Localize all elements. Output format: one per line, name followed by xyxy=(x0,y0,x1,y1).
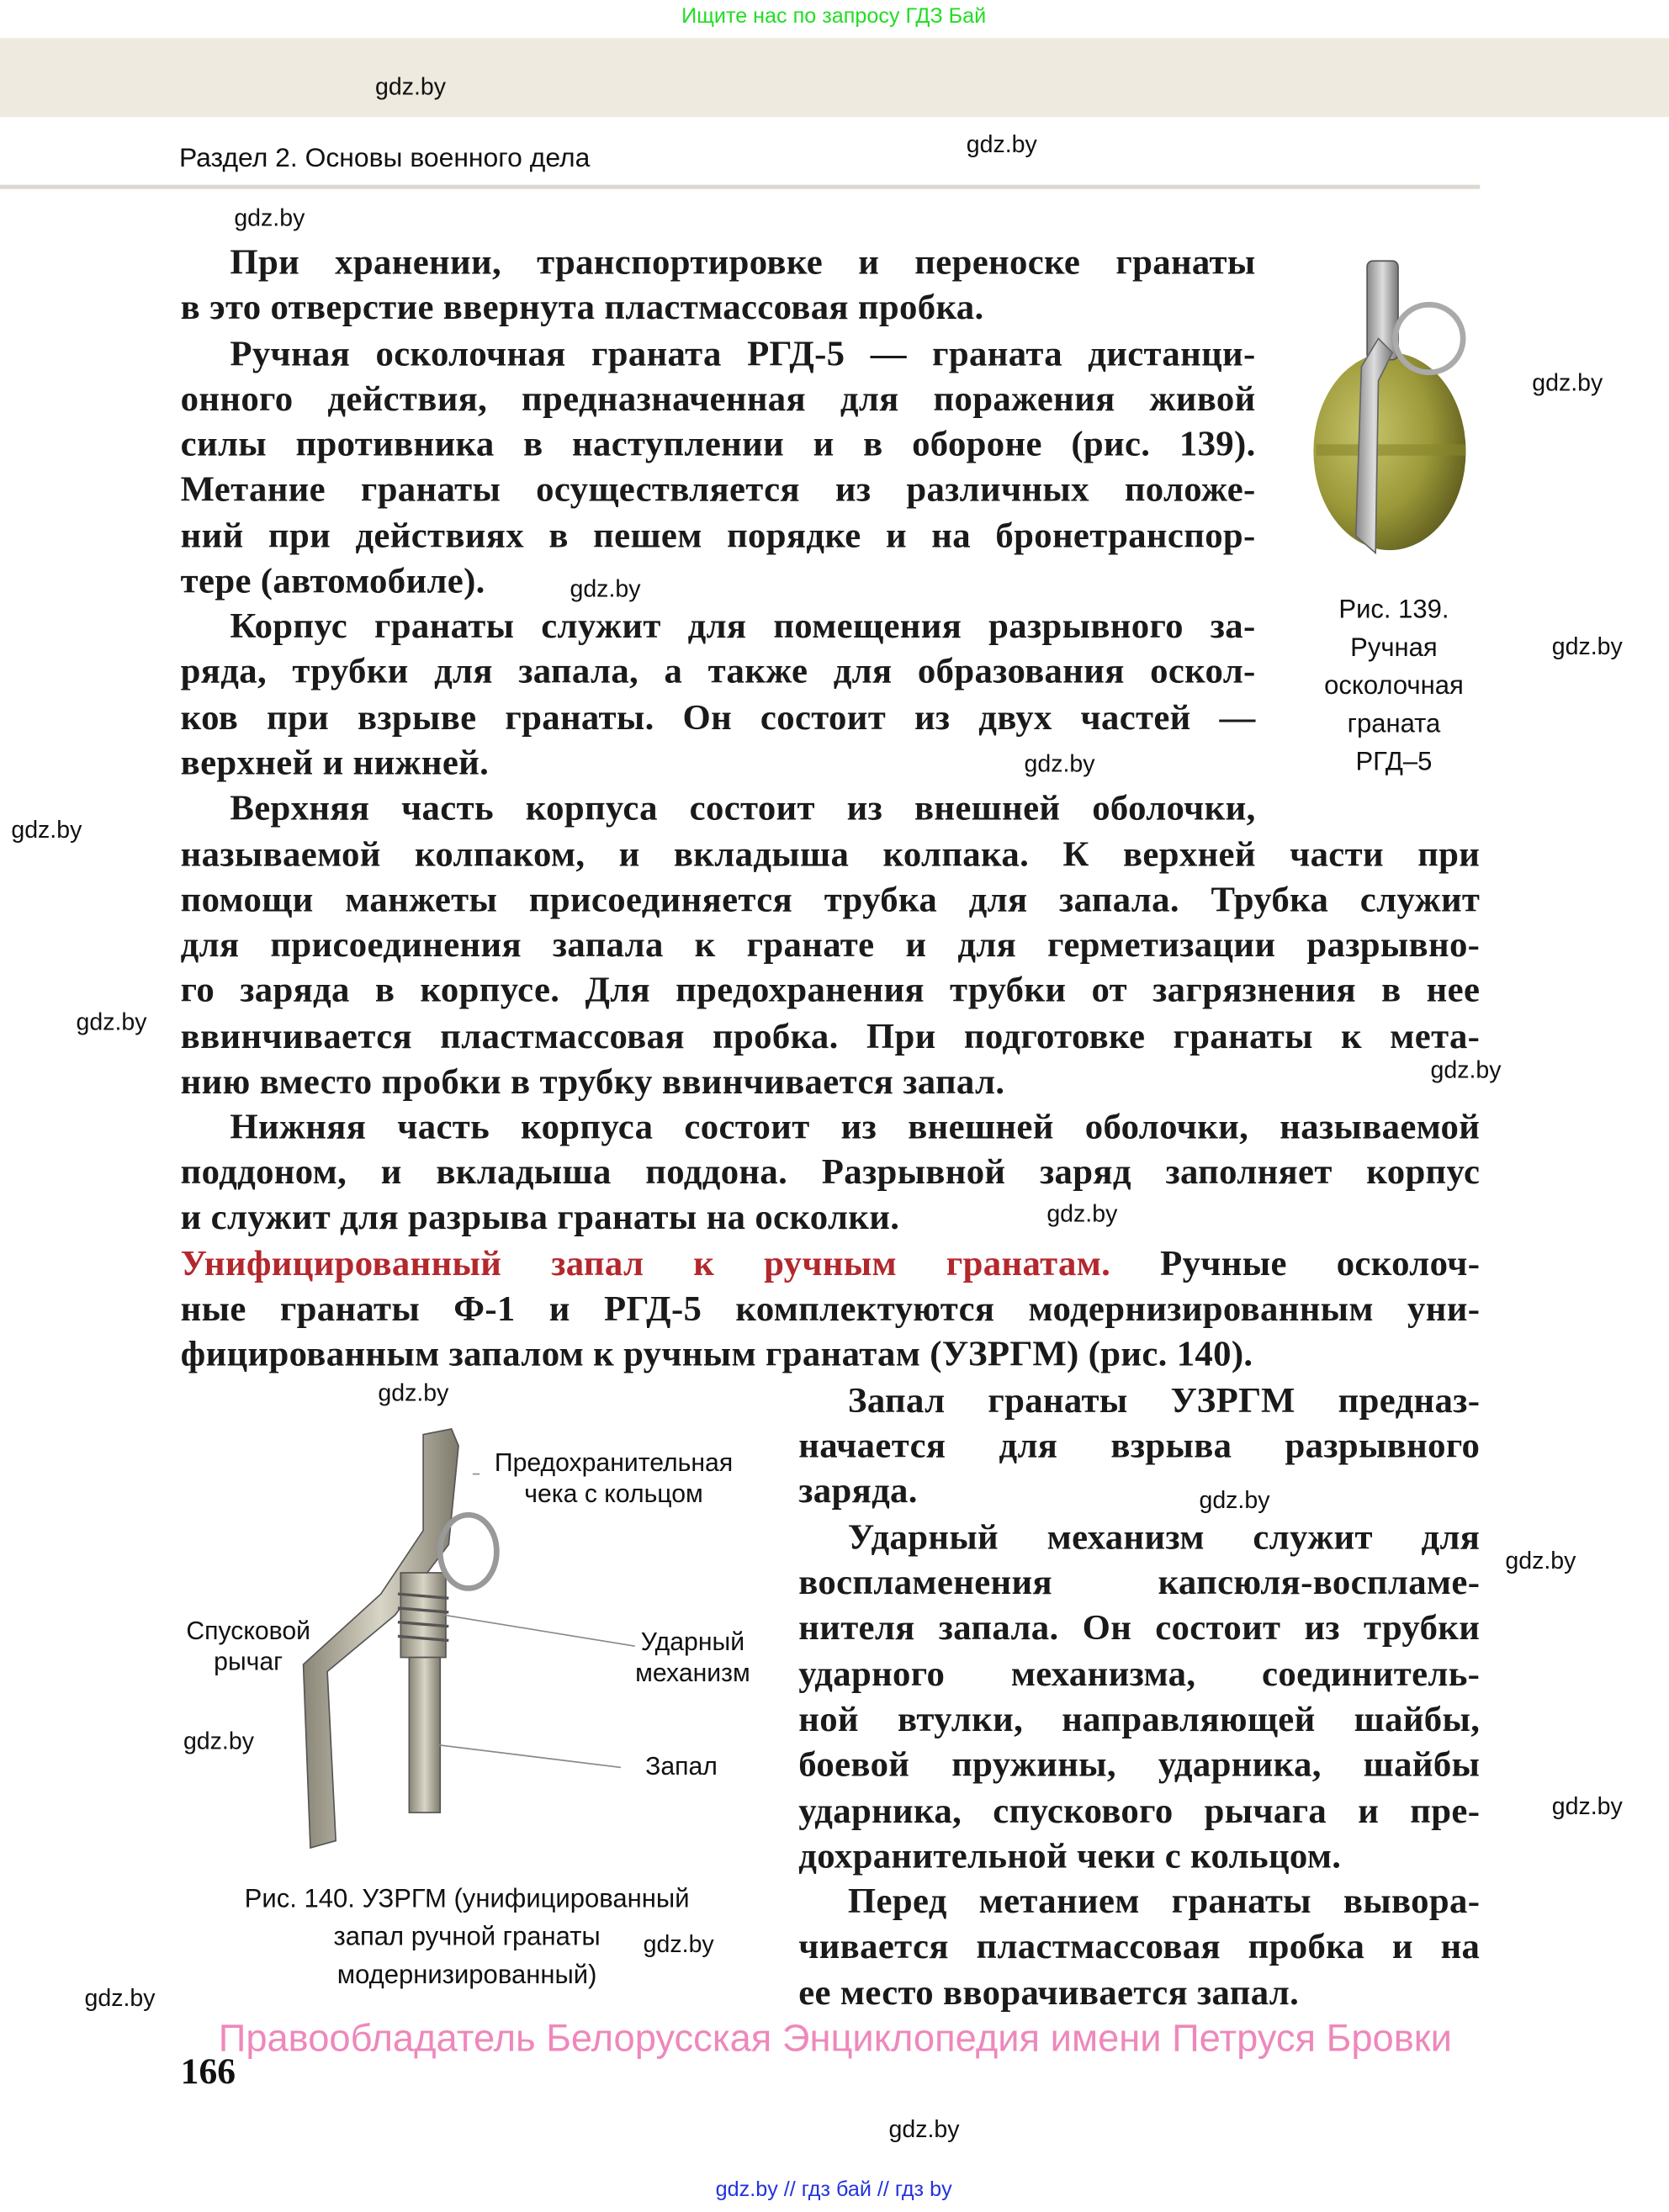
body-line: Корпус гранаты служит для помещения разрывного за- xyxy=(230,605,1256,647)
label-line: Предохранительная xyxy=(494,1448,734,1477)
caption-line: Рис. 139. xyxy=(1338,594,1449,624)
body-line: ков при взрыве гранаты. Он состоит из двух частей — xyxy=(180,696,1256,738)
caption-line: РГД–5 xyxy=(1355,746,1433,776)
caption-line: Рис. 140. УЗРГМ (унифицированный xyxy=(244,1882,690,1913)
body-line: ряда, трубки для запала, а также для образования оскол- xyxy=(180,650,1256,691)
body-line: Перед метанием гранаты вывора- xyxy=(847,1880,1481,1922)
figure-139-caption xyxy=(1324,590,1464,780)
body-line: ной втулки, направляющей шайбы, xyxy=(798,1698,1481,1739)
body-line: го заряда в корпусе. Для предохранения трубки от загрязнения в нее xyxy=(180,969,1481,1010)
page-number: 166 xyxy=(180,2051,236,2093)
watermark: gdz.by xyxy=(1024,750,1095,778)
body-line: Ударный механизм служит для xyxy=(847,1516,1481,1558)
header-divider xyxy=(0,185,1480,189)
watermark: gdz.by xyxy=(1199,1486,1270,1514)
body-line: воспламенения капсюля-воспламе- xyxy=(798,1561,1481,1603)
body-line: верхней и нижней. xyxy=(180,742,490,783)
watermark: gdz.by xyxy=(1551,633,1623,660)
heading-line-rest: Ручные осколоч- xyxy=(1110,1242,1481,1284)
caption-line: запал ручной гранаты xyxy=(333,1921,601,1951)
caption-line: осколочная xyxy=(1324,669,1464,700)
label-fuse: Запал xyxy=(645,1751,718,1781)
body-line: нию вместо пробки в трубку ввинчивается запал. xyxy=(180,1061,1005,1102)
label-striker xyxy=(635,1627,750,1689)
caption-line: модернизированный) xyxy=(336,1959,597,1989)
watermark: gdz.by xyxy=(76,1008,147,1035)
body-line: Метание гранаты осуществляется из различных положе- xyxy=(180,468,1256,510)
body-line: ний при действиях в пешем порядке и на бронетранспор- xyxy=(180,515,1256,556)
body-line: Запал гранаты УЗРГМ предназ- xyxy=(847,1379,1481,1421)
watermark: gdz.by xyxy=(966,130,1037,158)
bottom-links[interactable]: gdz.by // гдз бай // гдз by xyxy=(715,2178,952,2202)
body-line: помощи манжеты присоединяется трубка для запала. Трубка служит xyxy=(180,878,1481,920)
section-heading: Унифицированный запал к ручным гранатам. xyxy=(180,1242,1111,1284)
body-line: и служит для разрыва гранаты на осколки. xyxy=(180,1196,900,1237)
section-header: Раздел 2. Основы военного дела xyxy=(178,144,591,174)
rgd5-grenade-image xyxy=(1305,254,1488,564)
body-line: Нижняя часть корпуса состоит из внешней оболочки, называемой xyxy=(230,1105,1481,1147)
body-line: боевой пружины, ударника, шайбы xyxy=(798,1743,1481,1785)
body-line: Ручная осколочная граната РГД-5 — граната дистанци- xyxy=(230,332,1256,374)
label-line: Ударный xyxy=(640,1627,745,1656)
body-line: онного действия, предназначенная для поражения живой xyxy=(180,378,1256,420)
body-line: называемой колпаком, и вкладыша колпака. К верхней части при xyxy=(180,833,1481,875)
watermark: gdz.by xyxy=(11,817,82,844)
body-line: тере (автомобиле). xyxy=(180,559,485,601)
watermark: gdz.by xyxy=(375,73,447,101)
header-band xyxy=(0,38,1669,117)
watermark: gdz.by xyxy=(643,1930,714,1958)
watermark: gdz.by xyxy=(1430,1056,1502,1084)
label-lever xyxy=(186,1615,310,1677)
body-line: для присоединения запала к гранате и для герметизации разрывно- xyxy=(180,923,1481,966)
top-banner[interactable]: Ищите нас по запросу ГДЗ Бай xyxy=(681,4,987,29)
label-line: рычаг xyxy=(214,1647,283,1676)
watermark: gdz.by xyxy=(888,2115,960,2143)
body-line: силы противника в наступлении и в обороне (рис. 139). xyxy=(180,423,1256,464)
watermark: gdz.by xyxy=(1551,1792,1623,1820)
watermark: gdz.by xyxy=(234,204,305,232)
watermark: gdz.by xyxy=(1505,1547,1576,1574)
watermark: gdz.by xyxy=(183,1728,254,1755)
body-line: заряда. xyxy=(798,1469,918,1511)
watermark: gdz.by xyxy=(84,1984,156,2012)
body-line: ее место вворачивается запал. xyxy=(798,1971,1300,2014)
body-line: Верхняя часть корпуса состоит из внешней оболочки, xyxy=(230,786,1256,828)
body-line: При хранении, транспортировке и переноске гранаты xyxy=(230,241,1256,283)
body-line: ударного механизма, соединитель- xyxy=(798,1653,1481,1695)
watermark: gdz.by xyxy=(378,1379,449,1407)
watermark: gdz.by xyxy=(1532,369,1603,397)
label-line: Спусковой xyxy=(186,1616,311,1645)
body-line-heading xyxy=(181,1243,1481,1285)
watermark: gdz.by xyxy=(570,575,641,603)
watermark: gdz.by xyxy=(1046,1200,1118,1228)
body-line: поддоном, и вкладыша поддона. Разрывной заряд заполняет корпус xyxy=(180,1151,1481,1193)
body-line: начается для взрыва разрывного xyxy=(798,1424,1481,1466)
label-line: механизм xyxy=(635,1659,750,1687)
caption-line: Ручная xyxy=(1350,632,1438,662)
body-line: нителя запала. Он состоит из трубки xyxy=(798,1606,1481,1648)
figure-140-caption xyxy=(245,1879,690,1993)
body-line: ударника, спускового рычага и пре- xyxy=(798,1790,1481,1831)
body-line: в это отверстие ввернута пластмассовая пробка. xyxy=(180,286,984,328)
label-line: чека с кольцом xyxy=(524,1479,703,1508)
body-line: фицированным запалом к ручным гранатам (УЗРГМ) (рис. 140). xyxy=(180,1332,1253,1374)
body-line: ввинчивается пластмассовая пробка. При подготовке гранаты к мета- xyxy=(180,1015,1481,1057)
body-line: чивается пластмассовая пробка и на xyxy=(798,1925,1481,1966)
body-line: дохранительной чеки с кольцом. xyxy=(798,1834,1342,1876)
copyright-notice: Правообладатель Белорусская Энциклопедия имени Петруся Бровки xyxy=(218,2017,1452,2060)
label-safety-pin xyxy=(495,1447,733,1510)
caption-line: граната xyxy=(1347,707,1441,738)
body-line: ные гранаты Ф-1 и РГД-5 комплектуются модернизированным уни- xyxy=(180,1288,1481,1329)
